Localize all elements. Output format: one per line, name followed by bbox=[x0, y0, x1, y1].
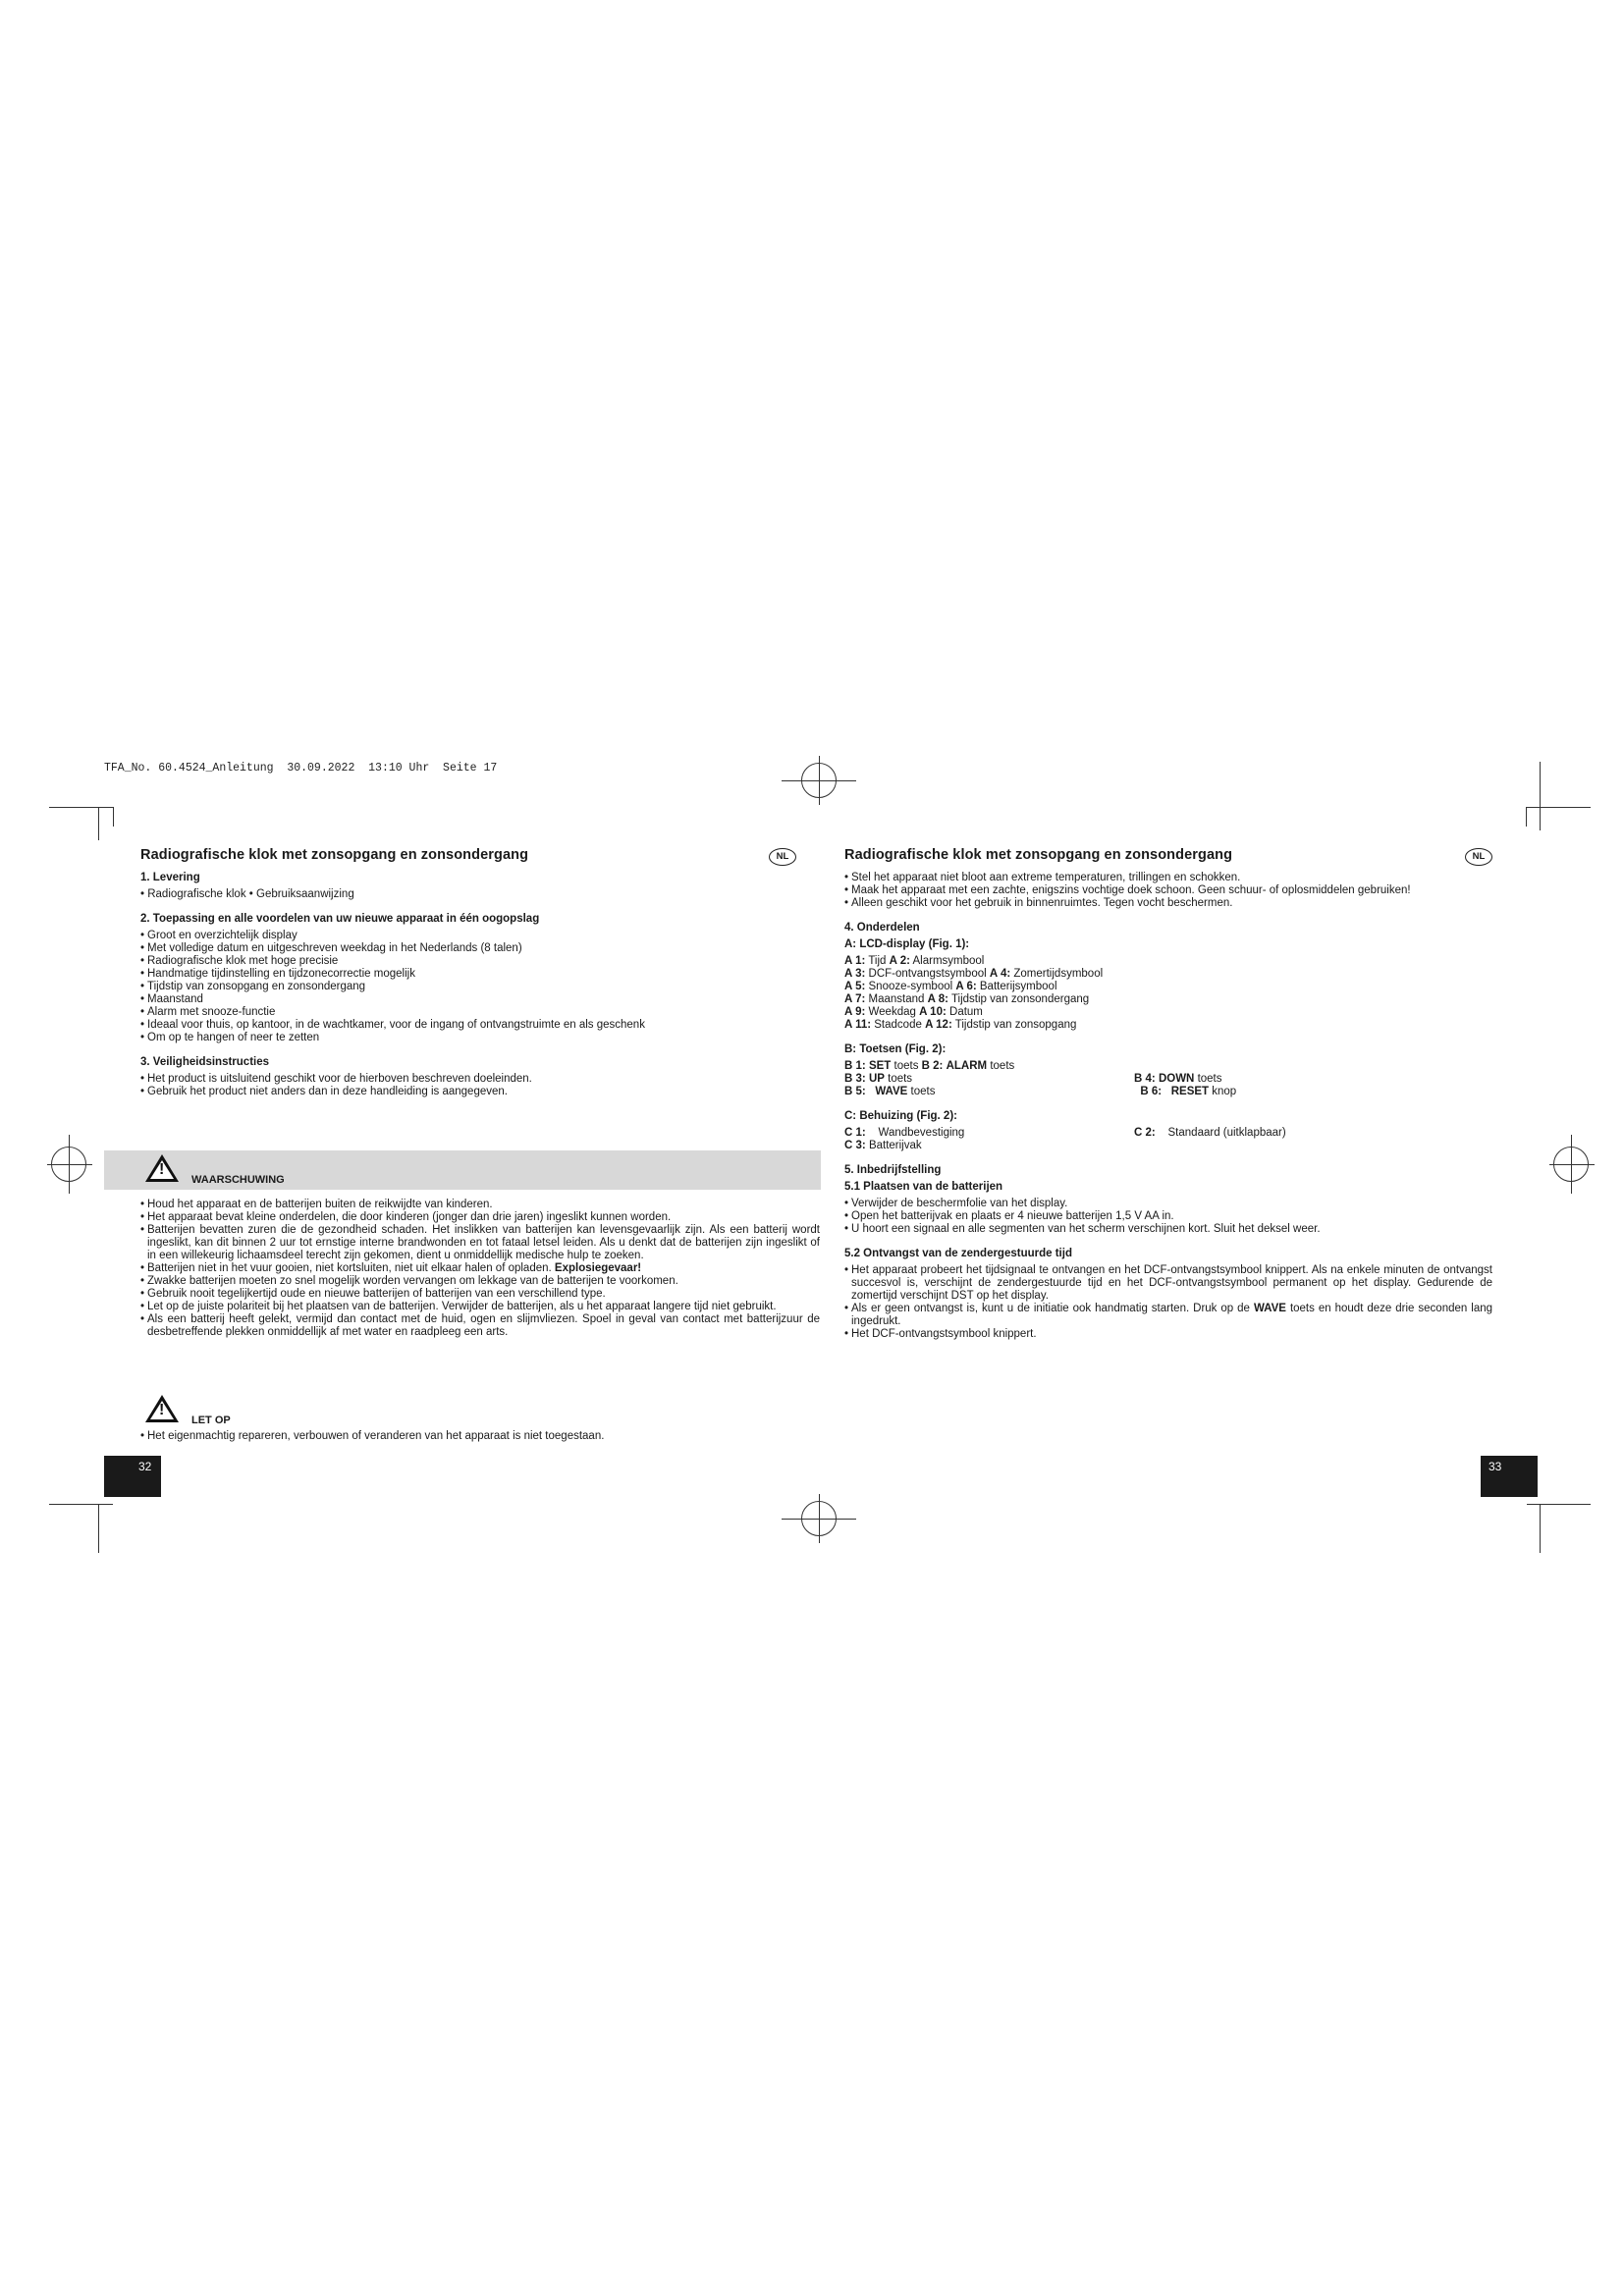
warning-list bbox=[140, 1199, 820, 1339]
list-item: • Met volledige datum en uitgeschreven weekdag in het Nederlands (8 talen) bbox=[140, 942, 820, 955]
parts-row bbox=[844, 1127, 1492, 1140]
warning-title: WAARSCHUWING bbox=[191, 1174, 285, 1186]
part-label: B 4: bbox=[1134, 1073, 1156, 1085]
part-text: Alarmsymbool bbox=[912, 955, 985, 967]
section-heading: 5. Inbedrijfstelling bbox=[844, 1164, 942, 1176]
subsection-heading: 5.2 Ontvangst van de zendergestuurde tijd bbox=[844, 1248, 1072, 1259]
part-text: toets bbox=[1197, 1073, 1222, 1085]
list-item: • Batterijen bevatten zuren die de gezondheid schaden. Het inslikken van batterijen kan levensgevaarlijk zijn. Als een batterij wordt ingeslikt, kan dit binnen 2 uur tot ernstige interne brandwonden en tot fataal letsel leiden. Als u denkt dat de batterijen zijn ingeslikt of in een willekeurig lichaamsdeel terecht zijn gekomen, dient u onmiddellijk medische hulp te zoeken. bbox=[140, 1224, 820, 1262]
key-name: RESET bbox=[1170, 1086, 1210, 1097]
part-label: A 9: bbox=[844, 1006, 866, 1018]
part-text: toets bbox=[910, 1086, 936, 1097]
part-text: toets bbox=[888, 1073, 913, 1085]
key-name: SET bbox=[868, 1060, 892, 1072]
subsection-heading: A: LCD-display (Fig. 1): bbox=[844, 938, 970, 950]
list-item: • Radiografische klok met hoge precisie bbox=[140, 955, 820, 968]
button-parts bbox=[844, 1060, 1492, 1098]
parts-line bbox=[844, 981, 1492, 993]
section-heading: 1. Levering bbox=[140, 872, 200, 883]
list-item: • Groot en overzichtelijk display bbox=[140, 930, 820, 942]
part-label: C 3: bbox=[844, 1140, 866, 1151]
page-number-box bbox=[104, 1456, 161, 1497]
page-number-box bbox=[1481, 1456, 1538, 1497]
list-item: • Het DCF-ontvangstsymbool knippert. bbox=[844, 1328, 1492, 1341]
subsection-heading: C: Behuizing (Fig. 2): bbox=[844, 1110, 957, 1122]
part-text: Tijdstip van zonsopgang bbox=[954, 1019, 1077, 1031]
features-list bbox=[140, 930, 820, 1044]
part-label: A 12: bbox=[925, 1019, 952, 1031]
part-label: C 2: bbox=[1134, 1127, 1156, 1139]
part-label: A 10: bbox=[919, 1006, 947, 1018]
part-label: A 7: bbox=[844, 993, 866, 1005]
list-item bbox=[140, 1262, 820, 1275]
care-list bbox=[844, 872, 1492, 910]
page-title: Radiografische klok met zonsopgang en zonsondergang bbox=[844, 847, 1233, 863]
list-item: • Alarm met snooze-functie bbox=[140, 1006, 820, 1019]
safety-list bbox=[140, 1073, 820, 1098]
list-item: • Open het batterijvak en plaats er 4 nieuwe batterijen 1,5 V AA in. bbox=[844, 1210, 1492, 1223]
part-label: C 1: bbox=[844, 1127, 866, 1139]
list-item: • Tijdstip van zonsopgang en zonsondergang bbox=[140, 981, 820, 993]
part-text: Datum bbox=[949, 1006, 983, 1018]
exclamation-icon: ! bbox=[159, 1402, 165, 1418]
part-label: B 5: bbox=[844, 1086, 866, 1097]
part-text: Standaard (uitklapbaar) bbox=[1167, 1127, 1286, 1139]
key-name: UP bbox=[868, 1073, 885, 1085]
housing-parts bbox=[844, 1127, 1492, 1152]
language-badge: NL bbox=[1465, 848, 1492, 866]
delivery-text: • Radiografische klok • Gebruiksaanwijzing bbox=[140, 888, 354, 900]
list-item: • Het apparaat bevat kleine onderdelen, die door kinderen (jonger dan drie jaren) ingeslikt kunnen worden. bbox=[140, 1211, 820, 1224]
list-item: • Alleen geschikt voor het gebruik in binnenruimtes. Tegen vocht beschermen. bbox=[844, 897, 1492, 910]
list-item: • Ideaal voor thuis, op kantoor, in de wachtkamer, voor de ingang of ontvangstruimte en als geschenk bbox=[140, 1019, 820, 1032]
caution-list bbox=[140, 1430, 820, 1443]
list-item-text: Als er geen ontvangst is, kunt u de initiatie ook handmatig starten. Druk op de bbox=[851, 1303, 1250, 1314]
key-name: ALARM bbox=[946, 1060, 988, 1072]
list-item: • Zwakke batterijen moeten zo snel mogelijk worden vervangen om lekkage van de batterijen te voorkomen. bbox=[140, 1275, 820, 1288]
list-item-text: Batterijen niet in het vuur gooien, niet kortsluiten, niet uit elkaar halen of opladen. bbox=[147, 1262, 552, 1274]
part-text: toets bbox=[893, 1060, 919, 1072]
part-text: Batterijsymbool bbox=[979, 981, 1057, 992]
part-text: toets bbox=[990, 1060, 1015, 1072]
right-page bbox=[844, 846, 1492, 1341]
batteries-list bbox=[844, 1198, 1492, 1236]
key-name: WAVE bbox=[1253, 1303, 1286, 1314]
part-label: A 4: bbox=[989, 968, 1011, 980]
subsection-heading: B: Toetsen (Fig. 2): bbox=[844, 1043, 947, 1055]
parts-line bbox=[844, 955, 1492, 968]
list-item: • Handmatige tijdinstelling en tijdzonecorrectie mogelijk bbox=[140, 968, 820, 981]
caution-title: LET OP bbox=[191, 1415, 231, 1426]
parts-row bbox=[844, 1086, 1492, 1098]
list-item: • Gebruik het product niet anders dan in deze handleiding is aangegeven. bbox=[140, 1086, 820, 1098]
warning-section bbox=[140, 1199, 820, 1339]
part-text: Wandbevestiging bbox=[878, 1127, 965, 1139]
key-name: WAVE bbox=[875, 1086, 908, 1097]
page-number: 33 bbox=[1489, 1460, 1502, 1473]
list-item: • Het apparaat probeert het tijdsignaal te ontvangen en het DCF-ontvangstsymbool knippert. Als na enkele minuten de ontvangst succesvol is, verschijnt de zendergestuurde tijd en het DCF-ontvangstsymbool permanent op het display. Gedurende de zomertijd verschijnt DST op het display. bbox=[844, 1264, 1492, 1303]
list-item: • Als een batterij heeft gelekt, vermijd dan contact met de huid, ogen en slijmvliezen. Spoel in geval van contact met batterijzuur de desbetreffende plekken onmiddellijk af met water en raadpleeg een arts. bbox=[140, 1313, 820, 1339]
list-item: • Houd het apparaat en de batterijen buiten de reikwijdte van kinderen. bbox=[140, 1199, 820, 1211]
part-text: DCF-ontvangstsymbool bbox=[868, 968, 987, 980]
language-badge: NL bbox=[769, 848, 796, 866]
section-heading: 4. Onderdelen bbox=[844, 922, 920, 934]
part-text: Weekdag bbox=[868, 1006, 916, 1018]
lcd-parts bbox=[844, 955, 1492, 1032]
parts-row bbox=[844, 1073, 1492, 1086]
list-item: • Maanstand bbox=[140, 993, 820, 1006]
part-text: knop bbox=[1212, 1086, 1237, 1097]
part-label: A 11: bbox=[844, 1019, 872, 1031]
list-item: • Het product is uitsluitend geschikt voor de hierboven beschreven doeleinden. bbox=[140, 1073, 820, 1086]
part-text: Stadcode bbox=[874, 1019, 922, 1031]
section-heading: 2. Toepassing en alle voordelen van uw nieuwe apparaat in één oogopslag bbox=[140, 913, 540, 925]
parts-line bbox=[844, 1060, 1492, 1073]
part-label: A 1: bbox=[844, 955, 866, 967]
part-label: B 3: bbox=[844, 1073, 866, 1085]
list-item: • U hoort een signaal en alle segmenten van het scherm verschijnen kort. Sluit het deksel weer. bbox=[844, 1223, 1492, 1236]
left-page bbox=[140, 846, 820, 1098]
part-label: B 6: bbox=[1140, 1086, 1163, 1097]
part-text: Maanstand bbox=[868, 993, 925, 1005]
parts-line bbox=[844, 1006, 1492, 1019]
part-text: Tijd bbox=[868, 955, 887, 967]
explosion-warning: Explosiegevaar! bbox=[554, 1262, 642, 1274]
part-label: A 8: bbox=[927, 993, 948, 1005]
list-item-text: toets en houdt deze drie seconden lang ingedrukt. bbox=[851, 1303, 1493, 1327]
part-text: Snooze-symbool bbox=[868, 981, 953, 992]
list-item bbox=[844, 1303, 1492, 1328]
exclamation-icon: ! bbox=[159, 1161, 165, 1178]
part-text: Batterijvak bbox=[868, 1140, 922, 1151]
list-item: • Maak het apparaat met een zachte, enigszins vochtige doek schoon. Geen schuur- of oplosmiddelen gebruiken! bbox=[844, 884, 1492, 897]
subsection-heading: 5.1 Plaatsen van de batterijen bbox=[844, 1181, 1003, 1193]
part-label: B 1: bbox=[844, 1060, 866, 1072]
reception-list bbox=[844, 1264, 1492, 1341]
list-item: • Stel het apparaat niet bloot aan extreme temperaturen, trillingen en schokken. bbox=[844, 872, 1492, 884]
page-number: 32 bbox=[138, 1460, 152, 1473]
part-text: Tijdstip van zonsondergang bbox=[950, 993, 1090, 1005]
part-label: A 3: bbox=[844, 968, 866, 980]
list-item: • Het eigenmachtig repareren, verbouwen of veranderen van het apparaat is niet toegestaan. bbox=[140, 1430, 820, 1443]
key-name: DOWN bbox=[1158, 1073, 1195, 1085]
section-heading: 3. Veiligheidsinstructies bbox=[140, 1056, 270, 1068]
caution-section bbox=[140, 1430, 820, 1443]
part-text: Zomertijdsymbool bbox=[1013, 968, 1104, 980]
page-title: Radiografische klok met zonsopgang en zonsondergang bbox=[140, 847, 529, 863]
list-item: • Om op te hangen of neer te zetten bbox=[140, 1032, 820, 1044]
parts-line bbox=[844, 993, 1492, 1006]
parts-line bbox=[844, 1140, 1492, 1152]
parts-line bbox=[844, 968, 1492, 981]
parts-line bbox=[844, 1019, 1492, 1032]
part-label: A 6: bbox=[955, 981, 977, 992]
part-label: B 2: bbox=[921, 1060, 944, 1072]
part-label: A 5: bbox=[844, 981, 866, 992]
list-item: • Gebruik nooit tegelijkertijd oude en nieuwe batterijen of batterijen van een verschillend type. bbox=[140, 1288, 820, 1301]
list-item: • Let op de juiste polariteit bij het plaatsen van de batterijen. Verwijder de batterijen, als u het apparaat langere tijd niet gebruikt. bbox=[140, 1301, 820, 1313]
part-label: A 2: bbox=[889, 955, 910, 967]
list-item: • Verwijder de beschermfolie van het display. bbox=[844, 1198, 1492, 1210]
print-slug: TFA_No. 60.4524_Anleitung 30.09.2022 13:10 Uhr Seite 17 bbox=[104, 762, 498, 774]
